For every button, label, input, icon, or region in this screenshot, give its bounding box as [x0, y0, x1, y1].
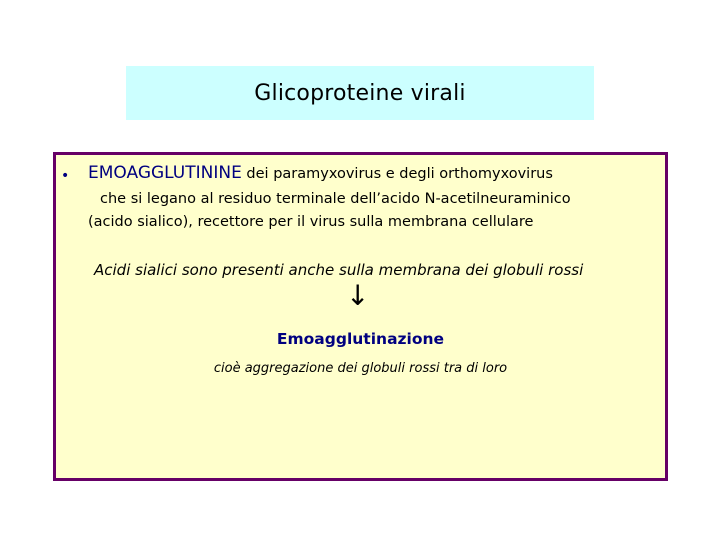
- line-1-rest: dei paramyxovirus e degli orthomyxovirus: [241, 166, 553, 182]
- title-box: [126, 66, 594, 120]
- emoagglutinazione-term: Emoagglutinazione: [276, 330, 445, 348]
- bullet-marker: •: [61, 168, 70, 184]
- bullet-line-2: che si legano al residuo terminale dell’acido N-acetilneuraminico: [100, 191, 571, 207]
- sialic-acid-statement: Acidi sialici sono presenti anche sulla membrana dei globuli rossi: [94, 261, 584, 279]
- slide-title: Glicoproteine virali: [254, 80, 466, 106]
- content-box: [53, 152, 668, 481]
- bullet-line-3: (acido sialico), recettore per il virus sulla membrana cellulare: [88, 214, 534, 230]
- emoagglutinine-label: EMOAGGLUTININE: [88, 163, 242, 183]
- term-definition: cioè aggregazione dei globuli rossi tra di loro: [213, 361, 508, 376]
- bullet-line-1: [88, 163, 553, 183]
- down-arrow-icon: ↓: [346, 279, 370, 312]
